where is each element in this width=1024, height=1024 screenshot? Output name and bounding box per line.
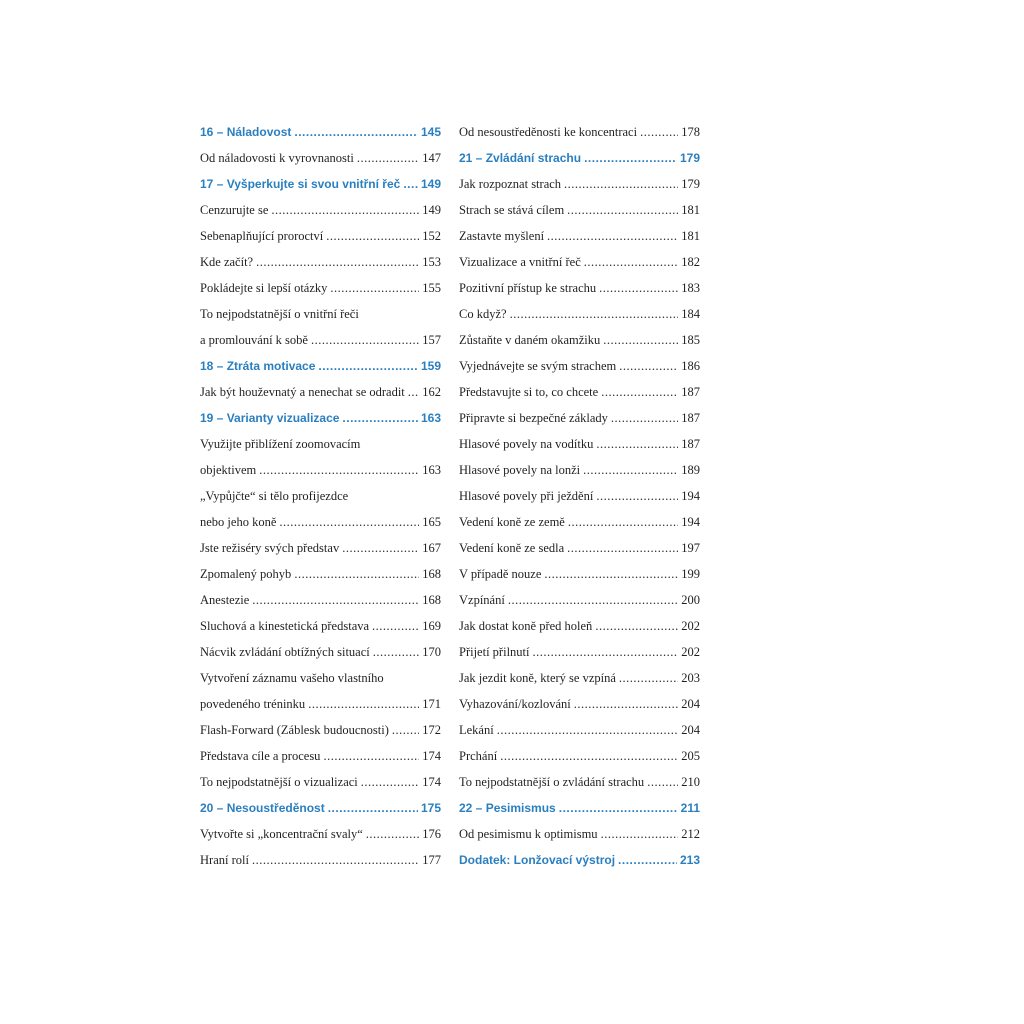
dot-leader (508, 587, 678, 613)
toc-entry-title: Vedení koně ze země (459, 515, 565, 529)
toc-entry-co-kdyz (459, 301, 700, 327)
toc-page-number: 172 (422, 723, 441, 737)
toc-chapter-21-zvladani-strachu (459, 145, 700, 171)
toc-entry-pokladejte-si-lepsi-otazky (200, 275, 441, 301)
dot-leader (619, 353, 678, 379)
dot-leader (366, 821, 419, 847)
toc-entry-vyhazovani-kozlovani (459, 691, 700, 717)
toc-entry-title: Jak dostat koně před holeň (459, 619, 593, 633)
toc-entry-title: 16 – Náladovost (200, 125, 292, 139)
toc-entry-title: Kde začít? (200, 255, 254, 269)
toc-entry-title: Využijte přiblížení zoomovacím (200, 437, 361, 451)
toc-entry-title: 21 – Zvládání strachu (459, 151, 582, 165)
toc-entry-title: Připravte si bezpečné základy (459, 411, 608, 425)
dot-leader (361, 769, 419, 795)
toc-entry-title: Vizualizace a vnitřní řeč (459, 255, 581, 269)
toc-entry-jak-byt-houzevnaty-a-nenechat-se-odradit (200, 379, 441, 405)
dot-leader (497, 717, 679, 743)
dot-leader (647, 769, 678, 795)
toc-entry-title: V případě nouze (459, 567, 542, 581)
toc-page-number: 169 (422, 619, 441, 633)
toc-entry-vytvoreni-zaznamu-vaseho-vlastniho (200, 665, 441, 691)
toc-entry-lekani (459, 717, 700, 743)
toc-entry-zastavte-mysleni (459, 223, 700, 249)
toc-page-number: 155 (422, 281, 441, 295)
toc-page-number: 176 (422, 827, 441, 841)
toc-entry-to-nejpodstatnejsi-o-vnitrni-reci (200, 301, 441, 327)
toc-page-number: 157 (422, 333, 441, 347)
toc-chapter-22-pesimismus (459, 795, 700, 821)
toc-entry-title: 18 – Ztráta motivace (200, 359, 316, 373)
toc-entry-title: „Vypůjčte“ si tělo profijezdce (200, 489, 349, 503)
toc-page-number: 179 (679, 151, 700, 165)
toc-chapter-17-vysperkujte-si-svou-vnitrni-rec (200, 171, 441, 197)
toc-page-number: 168 (422, 593, 441, 607)
toc-entry-hlasove-povely-na-voditku (459, 431, 700, 457)
toc-page-number: 170 (422, 645, 441, 659)
dot-leader (595, 613, 678, 639)
toc-entry-title: objektivem (200, 463, 257, 477)
toc-page-number: 147 (422, 151, 441, 165)
toc-page-number: 165 (422, 515, 441, 529)
dot-leader (564, 171, 678, 197)
toc-entry-title: Jak jezdit koně, který se vzpíná (459, 671, 616, 685)
dot-leader (323, 743, 419, 769)
toc-chapter-19-varianty-vizualizace (200, 405, 441, 431)
dot-leader (294, 561, 419, 587)
dot-leader (640, 119, 678, 145)
toc-entry-title: To nejpodstatnější o zvládání strachu (459, 775, 645, 789)
dot-leader (547, 223, 678, 249)
dot-leader (599, 275, 678, 301)
toc-page-number: 149 (422, 203, 441, 217)
toc-chapter-dodatek-lonzovaci-vystroj (459, 847, 700, 873)
dot-leader (574, 691, 678, 717)
toc-page-number: 186 (681, 359, 700, 373)
toc-entry-vyuzijte-priblizeni-zoomovacim (200, 431, 441, 457)
toc-entry-prchani (459, 743, 700, 769)
toc-page-number: 203 (681, 671, 700, 685)
toc-entry-title: Vedení koně ze sedla (459, 541, 565, 555)
dot-leader (567, 197, 678, 223)
toc-entry-title: 17 – Vyšperkujte si svou vnitřní řeč (200, 177, 401, 191)
toc-page-number: 187 (681, 437, 700, 451)
toc-entry-title: Vytvoření záznamu vašeho vlastního (200, 671, 384, 685)
toc-entry-title: Zůstaňte v daném okamžiku (459, 333, 601, 347)
toc-page-number: 149 (420, 177, 441, 191)
toc-entry-pripravte-si-bezpecne-zaklady (459, 405, 700, 431)
dot-leader (510, 301, 679, 327)
toc-entry-vedeni-kone-ze-zeme (459, 509, 700, 535)
toc-entry-title: Od pesimismu k optimismu (459, 827, 598, 841)
toc-entry-to-nejpodstatnejsi-o-vizualizaci (200, 769, 441, 795)
dot-leader (271, 197, 419, 223)
toc-page-number: 175 (420, 801, 441, 815)
toc-entry-zpomaleny-pohyb (200, 561, 441, 587)
toc-entry-title: 19 – Varianty vizualizace (200, 411, 340, 425)
toc-page-number: 213 (679, 853, 700, 867)
toc-entry-nebo-jeho-kone (200, 509, 441, 535)
toc-entry-kde-zacit (200, 249, 441, 275)
dot-leader (596, 483, 678, 509)
toc-entry-title: Od náladovosti k vyrovnanosti (200, 151, 354, 165)
toc-column-right (459, 119, 700, 873)
toc-entry-title: Lekání (459, 723, 494, 737)
toc-entry-pozitivni-pristup-ke-strachu (459, 275, 700, 301)
toc-column-left (200, 119, 441, 873)
dot-leader (567, 535, 678, 561)
dot-leader (259, 457, 419, 483)
toc-entry-cenzurujte-se (200, 197, 441, 223)
toc-entry-jste-rezisery-svych-predstav (200, 535, 441, 561)
toc-chapter-20-nesoustredenost (200, 795, 441, 821)
dot-leader (330, 275, 419, 301)
toc-page-number: 202 (681, 619, 700, 633)
toc-entry-title: To nejpodstatnější o vizualizaci (200, 775, 358, 789)
toc-entry-title: Sebenaplňující proroctví (200, 229, 324, 243)
dot-leader (392, 717, 419, 743)
toc-entry-anestezie (200, 587, 441, 613)
toc-page-number: 153 (422, 255, 441, 269)
toc-page-number: 174 (422, 775, 441, 789)
toc-entry-povedeneho-treninku (200, 691, 441, 717)
toc-entry-title: Vyhazování/kozlování (459, 697, 571, 711)
dot-leader (603, 327, 678, 353)
toc-entry-title: a promlouvání k sobě (200, 333, 308, 347)
toc-entry-title: povedeného tréninku (200, 697, 306, 711)
toc-entry-title: Dodatek: Lonžovací výstroj (459, 853, 616, 867)
toc-entry-title: Sluchová a kinestetická představa (200, 619, 370, 633)
toc-entry-title: Představa cíle a procesu (200, 749, 321, 763)
dot-leader (544, 561, 678, 587)
toc-entry-sebenaplnujici-proroctvi (200, 223, 441, 249)
toc-entry-objektivem (200, 457, 441, 483)
dot-leader (584, 145, 677, 171)
dot-leader (279, 509, 419, 535)
toc-entry-title: Od nesoustředěnosti ke koncentraci (459, 125, 638, 139)
dot-leader (311, 327, 419, 353)
toc-entry-title: Hlasové povely při ježdění (459, 489, 594, 503)
toc-page-number: 181 (681, 203, 700, 217)
dot-leader (584, 249, 679, 275)
toc-entry-to-nejpodstatnejsi-o-zvladani-strachu (459, 769, 700, 795)
toc-entry-vedeni-kone-ze-sedla (459, 535, 700, 561)
toc-page-number: 204 (681, 723, 700, 737)
toc-entry-hlasove-povely-pri-jezdeni (459, 483, 700, 509)
dot-leader (532, 639, 678, 665)
toc-entry-title: 22 – Pesimismus (459, 801, 556, 815)
toc-entry-zustante-v-danem-okamziku (459, 327, 700, 353)
toc-entry-title: Strach se stává cílem (459, 203, 565, 217)
toc-entry-title: Jak být houževnatý a nenechat se odradit (200, 385, 405, 399)
toc-chapter-16-naladovost (200, 119, 441, 145)
toc-page-number: 211 (680, 801, 700, 815)
toc-entry-title: Pokládejte si lepší otázky (200, 281, 328, 295)
dot-leader (342, 535, 419, 561)
toc-chapter-18-ztrata-motivace (200, 353, 441, 379)
toc-page-number: 152 (422, 229, 441, 243)
toc-page-number: 178 (681, 125, 700, 139)
toc-entry-title: Zpomalený pohyb (200, 567, 292, 581)
dot-leader (619, 665, 678, 691)
toc-entry-jak-rozpoznat-strach (459, 171, 700, 197)
toc-entry-predstavujte-si-to-co-chcete (459, 379, 700, 405)
toc-page-number: 179 (681, 177, 700, 191)
dot-leader (601, 821, 679, 847)
toc-page-number: 185 (681, 333, 700, 347)
dot-leader (618, 847, 677, 873)
toc-page-number: 212 (681, 827, 700, 841)
toc-entry-title: Pozitivní přístup ke strachu (459, 281, 597, 295)
toc-entry-prijeti-prilnuti (459, 639, 700, 665)
toc-entry-sluchova-a-kinesteticka-predstava (200, 613, 441, 639)
toc-page-number: 194 (681, 489, 700, 503)
toc-entry-flash-forward-zablesk-budoucnosti (200, 717, 441, 743)
toc-page-number: 168 (422, 567, 441, 581)
toc-entry-title: Přijetí přilnutí (459, 645, 530, 659)
dot-leader (256, 249, 419, 275)
toc-entry-title: Anestezie (200, 593, 250, 607)
toc-page-number: 210 (681, 775, 700, 789)
toc-page-number: 171 (422, 697, 441, 711)
toc-page-number: 163 (420, 411, 441, 425)
toc-entry-title: Prchání (459, 749, 498, 763)
toc-entry-od-pesimismu-k-optimismu (459, 821, 700, 847)
dot-leader (372, 613, 419, 639)
toc-entry-vypujcte-si-telo-profijezdce (200, 483, 441, 509)
toc-entry-a-promlouvani-k-sobe (200, 327, 441, 353)
dot-leader (500, 743, 678, 769)
toc-page-number: 145 (420, 125, 441, 139)
toc-entry-title: Nácvik zvládání obtížných situací (200, 645, 370, 659)
toc-entry-jak-dostat-kone-pred-holen (459, 613, 700, 639)
toc-entry-title: Hlasové povely na vodítku (459, 437, 594, 451)
dot-leader (294, 119, 418, 145)
toc-entry-jak-jezdit-kone-ktery-se-vzpina (459, 665, 700, 691)
dot-leader (601, 379, 678, 405)
toc-page-number: 181 (681, 229, 700, 243)
toc-entry-title: Vyjednávejte se svým strachem (459, 359, 617, 373)
dot-leader (611, 405, 678, 431)
toc-entry-vytvorte-si-koncentracni-svaly (200, 821, 441, 847)
toc-entry-od-naladovosti-k-vyrovnanosti (200, 145, 441, 171)
toc-page-number: 184 (681, 307, 700, 321)
dot-leader (318, 353, 418, 379)
toc-entry-vyjednavejte-se-svym-strachem (459, 353, 700, 379)
dot-leader (408, 379, 419, 405)
toc-entry-title: Představujte si to, co chcete (459, 385, 599, 399)
toc-entry-strach-se-stava-cilem (459, 197, 700, 223)
dot-leader (568, 509, 678, 535)
toc-entry-vizualizace-a-vnitrni-rec (459, 249, 700, 275)
toc-page-number: 182 (681, 255, 700, 269)
toc-page-number: 183 (681, 281, 700, 295)
toc-entry-title: Co když? (459, 307, 507, 321)
toc-page-number: 194 (681, 515, 700, 529)
toc-page-number: 202 (681, 645, 700, 659)
toc-page-number: 189 (681, 463, 700, 477)
dot-leader (596, 431, 678, 457)
toc-entry-hlasove-povely-na-lonzi (459, 457, 700, 483)
toc-entry-nacvik-zvladani-obtiznych-situaci (200, 639, 441, 665)
toc-page-number: 200 (681, 593, 700, 607)
toc-entry-title: Hraní rolí (200, 853, 249, 867)
toc-page-number: 159 (420, 359, 441, 373)
toc-entry-title: Vzpínání (459, 593, 505, 607)
dot-leader (357, 145, 419, 171)
toc-entry-title: Hlasové povely na lonži (459, 463, 581, 477)
toc-page-number: 177 (422, 853, 441, 867)
toc-entry-vzpinani (459, 587, 700, 613)
toc-entry-title: Cenzurujte se (200, 203, 269, 217)
dot-leader (308, 691, 419, 717)
dot-leader (326, 223, 419, 249)
toc-entry-title: To nejpodstatnější o vnitřní řeči (200, 307, 359, 321)
toc-entry-title: Vytvořte si „koncentrační svaly“ (200, 827, 363, 841)
toc-page-number: 187 (681, 385, 700, 399)
toc-page-number: 167 (422, 541, 441, 555)
toc-page-number: 187 (681, 411, 700, 425)
dot-leader (403, 171, 418, 197)
toc-entry-hrani-roli (200, 847, 441, 873)
toc-page-number: 199 (681, 567, 700, 581)
toc-entry-v-pripade-nouze (459, 561, 700, 587)
toc-entry-title: Zastavte myšlení (459, 229, 545, 243)
toc-page-number: 163 (422, 463, 441, 477)
dot-leader (559, 795, 678, 821)
toc-page-number: 197 (681, 541, 700, 555)
toc-page-number: 162 (422, 385, 441, 399)
toc-entry-title: Flash-Forward (Záblesk budoucnosti) (200, 723, 389, 737)
toc-entry-predstava-cile-a-procesu (200, 743, 441, 769)
toc-entry-title: Jak rozpoznat strach (459, 177, 562, 191)
dot-leader (342, 405, 418, 431)
toc-page-number: 204 (681, 697, 700, 711)
dot-leader (328, 795, 418, 821)
toc-page-number: 174 (422, 749, 441, 763)
dot-leader (583, 457, 678, 483)
dot-leader (252, 847, 419, 873)
toc-page-number: 205 (681, 749, 700, 763)
toc-entry-title: Jste režiséry svých představ (200, 541, 340, 555)
toc-entry-title: nebo jeho koně (200, 515, 277, 529)
toc-entry-od-nesoustredenosti-ke-koncentraci (459, 119, 700, 145)
dot-leader (252, 587, 419, 613)
toc-entry-title: 20 – Nesoustředěnost (200, 801, 325, 815)
dot-leader (373, 639, 420, 665)
